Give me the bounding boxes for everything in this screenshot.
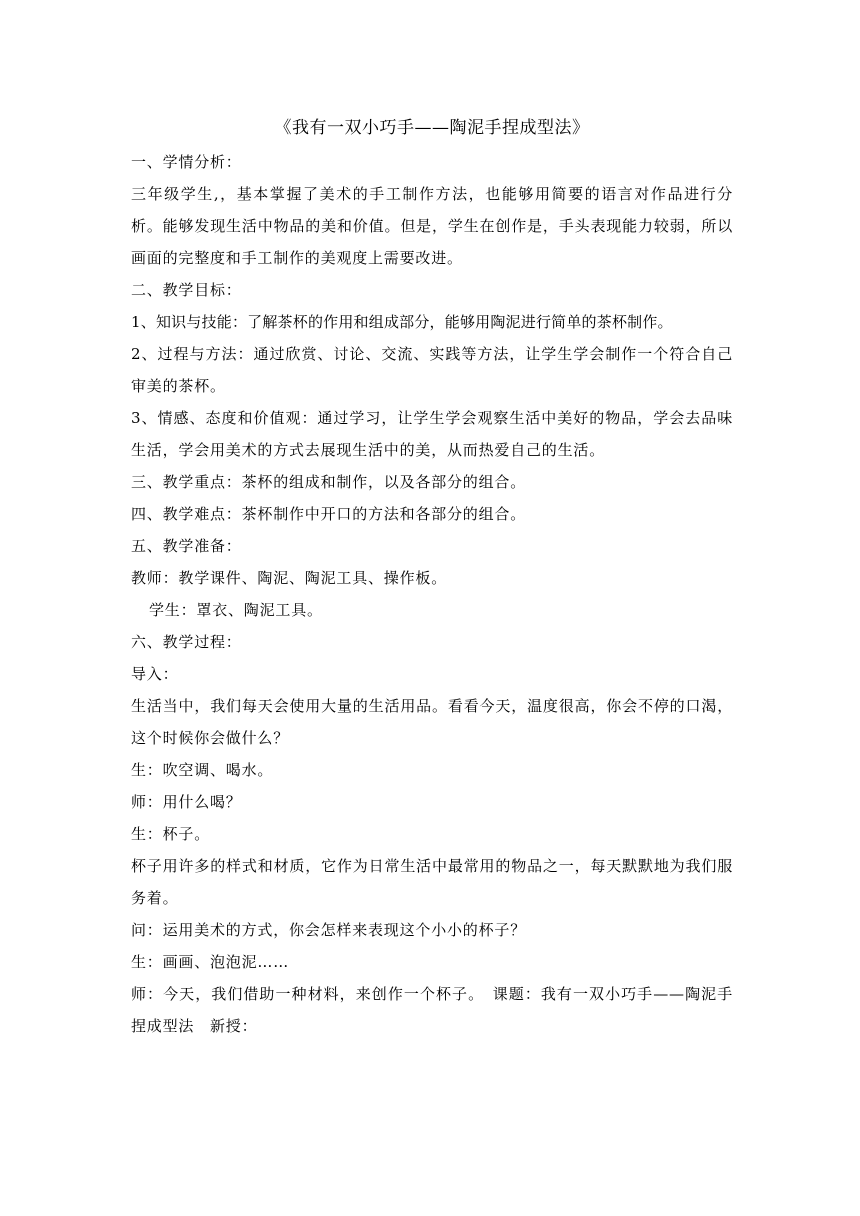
heading-teaching-goals: 二、教学目标： bbox=[131, 281, 242, 299]
heading-teaching-prep: 五、教学准备： bbox=[131, 537, 242, 555]
prep-teacher: 教师：教学课件、陶泥、陶泥工具、操作板。 bbox=[131, 569, 448, 587]
goal-emotion-values: 3、情感、态度和价值观：通过学习，让学生学会观察生活中美好的物品，学会去品味生活，学会用美术的方式去展现生活中的美，从而热爱自己的生活。 bbox=[131, 409, 733, 459]
dialogue-student-2: 生：杯子。 bbox=[131, 825, 211, 843]
paragraph-intro-question: 生活当中，我们每天会使用大量的生活用品。看看今天，温度很高，你会不停的口渴，这个时候你会做什么？ bbox=[131, 697, 733, 747]
heading-introduction: 导入： bbox=[131, 665, 179, 683]
dialogue-student-1: 生：吹空调、喝水。 bbox=[131, 761, 274, 779]
document-title: 《我有一双小巧手——陶泥手捏成型法》 bbox=[274, 118, 590, 138]
goal-knowledge-skills: 1、知识与技能：了解茶杯的作用和组成部分，能够用陶泥进行简单的茶杯制作。 bbox=[131, 313, 673, 331]
paragraph-cup-description: 杯子用许多的样式和材质，它作为日常生活中最常用的物品之一，每天默默地为我们服务着。 bbox=[131, 857, 733, 907]
dialogue-student-3: 生：画画、泡泡泥…… bbox=[131, 953, 290, 971]
heading-teaching-process: 六、教学过程： bbox=[131, 633, 242, 651]
teaching-difficulty: 四、教学难点：茶杯制作中开口的方法和各部分的组合。 bbox=[131, 505, 527, 523]
teaching-focus: 三、教学重点：茶杯的组成和制作，以及各部分的组合。 bbox=[131, 473, 527, 491]
dialogue-question: 问：运用美术的方式，你会怎样来表现这个小小的杯子？ bbox=[131, 921, 527, 939]
paragraph-learning-analysis: 三年级学生,，基本掌握了美术的手工制作方法，也能够用简要的语言对作品进行分析。能够发现生活中物品的美和价值。但是，学生在创作是，手头表现能力较弱，所以画面的完整度和手工制作的美观度上需要改进。 bbox=[131, 185, 733, 267]
prep-student: 学生：罩衣、陶泥工具。 bbox=[149, 601, 323, 619]
dialogue-teacher-1: 师：用什么喝？ bbox=[131, 793, 242, 811]
document-page bbox=[131, 112, 733, 1042]
goal-process-methods: 2、过程与方法：通过欣赏、讨论、交流、实践等方法，让学生学会制作一个符合自己审美的茶杯。 bbox=[131, 345, 733, 395]
heading-learning-analysis: 一、学情分析： bbox=[131, 153, 242, 171]
dialogue-teacher-2: 师：今天，我们借助一种材料，来创作一个杯子。 课题：我有一双小巧手——陶泥手捏成型法 新授： bbox=[131, 985, 733, 1035]
